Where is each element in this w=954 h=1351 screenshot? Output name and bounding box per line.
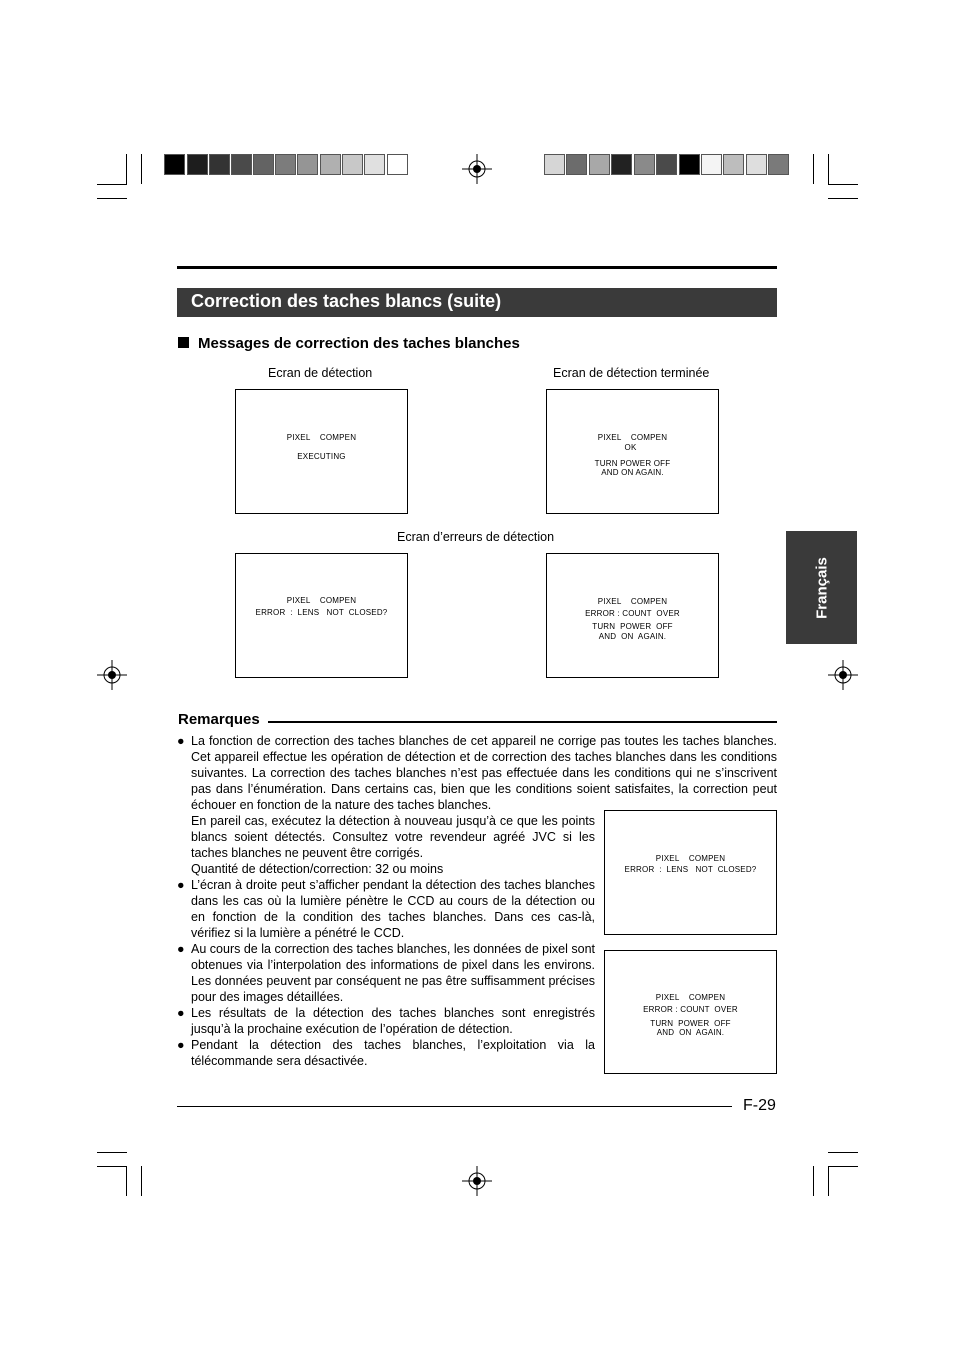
registration-target-icon (462, 1166, 492, 1196)
registration-target-icon (462, 154, 492, 184)
section-heading-text: Messages de correction des taches blanches (198, 335, 520, 352)
caption-detection-done: Ecran de détection terminée (553, 366, 710, 380)
page-title: Correction des taches blancs (suite) (191, 291, 502, 311)
page-number: F-29 (743, 1097, 776, 1114)
remark-text: L’écran à droite peut s’afficher pendant la détection des taches blanches dans les cas où la lumière pénètre le CCD au cours de la détection ou en fonction de la condition des taches blanches. Dans ces cas-là, vérifiez si la lumière a pénétré le CCD. (191, 878, 595, 940)
remarks-title: Remarques (178, 711, 260, 728)
screen-executing (235, 389, 408, 514)
registration-target-icon (97, 660, 127, 690)
remark-text: La fonction de correction des taches blanches de cet appareil ne corrige pas toutes les taches blanches. Cet appareil effectue les opération de détection et de correction des taches blanches dans les conditions suivantes. La correction des taches blanches n’est pas effectuée dans les conditions qui ne s’inscrivent pas dans l’énumération. Dans certains cas, bien que les conditions soient satisfaites, la correction peut échouer en fonction de la nature des taches blanches. (191, 734, 777, 812)
screen-line: TURN POWER OFF (650, 1019, 731, 1028)
screen-ok (546, 389, 719, 514)
remark-text: Quantité de détection/correction: 32 ou moins (191, 862, 444, 876)
square-bullet-icon (178, 337, 189, 348)
screen-line: ERROR : LENS NOT CLOSED? (255, 608, 388, 617)
remark-text: En pareil cas, exécutez la détection à nouveau jusqu’à ce que les points blancs soient détectés. Consultez votre revendeur agréé JVC si les taches blanches ne peuvent être corrigés. (191, 814, 595, 860)
remark-text: Les résultats de la détection des taches blanches sont enregistrés jusqu’à la prochaine exécution de l’opération de détection. (191, 1006, 595, 1036)
screen-line: PIXEL COMPEN (286, 596, 357, 605)
language-tab (786, 531, 857, 644)
footer-rule (177, 1106, 732, 1107)
bullet-icon: ● (177, 878, 185, 892)
bullet-icon: ● (177, 1006, 185, 1020)
remark-text: Pendant la détection des taches blanches, l’exploitation via la télécommande sera désactivée. (191, 1038, 595, 1068)
screen-line: PIXEL COMPEN (597, 433, 668, 442)
screen-line: PIXEL COMPEN (655, 854, 726, 863)
screen-line: PIXEL COMPEN (655, 993, 726, 1002)
screen-line: AND ON AGAIN. (601, 468, 664, 477)
caption-detection: Ecran de détection (268, 366, 373, 380)
screen-line: AND ON AGAIN. (598, 632, 667, 641)
screen-line: PIXEL COMPEN (286, 433, 357, 442)
screen-line: PIXEL COMPEN (597, 597, 668, 606)
top-rule (177, 266, 777, 269)
language-tab-label: Français (813, 556, 830, 619)
screen-line: OK (624, 443, 637, 452)
section-heading (178, 335, 520, 352)
title-bar (177, 288, 777, 317)
remarks-rule (268, 721, 777, 723)
bullet-icon: ● (177, 1038, 185, 1052)
remark-text: Au cours de la correction des taches blanches, les données de pixel sont obtenues via l’interpolation des informations de pixel dans les environs. Les données peuvent par conséquent ne pas être suffisamment précises pour des images détaillées. (191, 942, 595, 1004)
bullet-icon: ● (177, 734, 185, 748)
screen-line: AND ON AGAIN. (656, 1028, 725, 1037)
screen-line: ERROR : LENS NOT CLOSED? (624, 865, 757, 874)
screen-lens-error-example (604, 810, 777, 935)
screen-line: TURN POWER OFF (594, 459, 671, 468)
screen-count-error-example (604, 950, 777, 1074)
screen-line: EXECUTING (297, 452, 346, 461)
screen-line: ERROR : COUNT OVER (585, 609, 680, 618)
screen-line: ERROR : COUNT OVER (643, 1005, 738, 1014)
screen-line: TURN POWER OFF (592, 622, 673, 631)
bullet-icon: ● (177, 942, 185, 956)
registration-target-icon (828, 660, 858, 690)
screen-lens-error (235, 553, 408, 678)
caption-detection-errors: Ecran d’erreurs de détection (397, 530, 555, 544)
screen-count-error (546, 553, 719, 678)
